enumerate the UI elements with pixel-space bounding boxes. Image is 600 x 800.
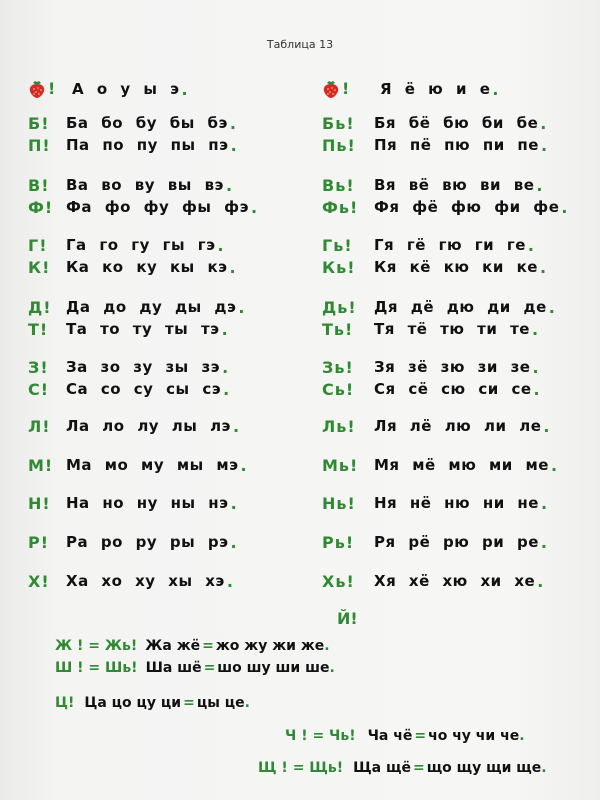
left-row-period: . xyxy=(222,357,229,377)
shch-eq: = xyxy=(412,760,425,776)
right-row xyxy=(322,378,540,400)
left-row-syllables: Да до ду ды дэ xyxy=(66,298,237,316)
shch-syllables-1: Ща щё xyxy=(353,760,411,776)
left-row-mark: Н! xyxy=(28,493,51,513)
right-row-mark: Пь! xyxy=(322,135,356,155)
left-row-mark: Б! xyxy=(28,113,50,133)
right-row-period: . xyxy=(561,197,568,217)
left-row-mark: Г! xyxy=(28,235,48,255)
right-row-syllables: Кя кё кю ки ке xyxy=(374,258,538,276)
left-row xyxy=(28,196,257,218)
ch-mark: Ч ! = Чь! xyxy=(285,728,356,744)
zh-syllables-1: Жа жё xyxy=(145,638,201,654)
right-row xyxy=(322,174,542,196)
yot-mark: Й! xyxy=(337,608,358,628)
right-row xyxy=(322,196,567,218)
right-row-period: . xyxy=(532,357,539,377)
left-row-mark: Л! xyxy=(28,416,51,436)
right-row-mark: Кь! xyxy=(322,257,356,277)
left-row-syllables: На но ну ны нэ xyxy=(66,494,229,512)
strawberry-icon xyxy=(28,79,46,99)
right-row-mark: Нь! xyxy=(322,493,356,513)
right-row-mark: Рь! xyxy=(322,532,355,552)
left-row-mark: Р! xyxy=(28,532,50,552)
right-row xyxy=(322,234,534,256)
left-row-period: . xyxy=(240,455,247,475)
right-row-period: . xyxy=(540,135,548,155)
left-row-syllables: Ма мо му мы мэ xyxy=(66,456,239,474)
right-row-mark: Ть! xyxy=(322,319,354,339)
right-row-syllables: Ся сё сю си се xyxy=(374,380,532,398)
left-row xyxy=(28,356,228,378)
right-row-syllables: Пя пё пю пи пе xyxy=(374,136,539,154)
right-row-syllables: Я ё ю и е xyxy=(380,80,491,98)
right-row xyxy=(322,78,498,100)
left-row-mark: Д! xyxy=(28,297,52,317)
shch-row: Щ ! = Щь! Ща щё = що щу щи ще . xyxy=(258,760,547,776)
left-row-mark: К! xyxy=(28,257,51,277)
left-row xyxy=(28,134,237,156)
right-row-period: . xyxy=(531,319,539,339)
left-row-mark: Т! xyxy=(28,319,49,339)
left-row-period: . xyxy=(250,197,258,217)
right-row xyxy=(322,318,538,340)
left-row xyxy=(28,492,237,514)
right-row-mark: Фь! xyxy=(322,197,359,217)
left-row-syllables: Ла ло лу лы лэ xyxy=(66,417,231,435)
zh-row: Ж ! = Жь! Жа жё = жо жу жи же . xyxy=(55,638,330,654)
left-row xyxy=(28,378,229,400)
right-row xyxy=(322,570,543,592)
right-row-syllables: Дя дё дю ди де xyxy=(374,298,547,316)
left-row-syllables: За зо зу зы зэ xyxy=(66,358,221,376)
left-row-period: . xyxy=(221,319,228,339)
left-row-syllables: Фа фо фу фы фэ xyxy=(66,198,249,216)
left-row-period: . xyxy=(225,175,233,195)
right-row-mark xyxy=(322,79,374,100)
right-row-mark: Дь! xyxy=(322,297,357,317)
left-row-mark: М! xyxy=(28,455,54,475)
ts-syllables-1: Ца цо цу ци xyxy=(84,695,182,711)
zh-mark: Ж ! = Жь! xyxy=(55,638,138,654)
right-row-period: . xyxy=(540,532,547,552)
left-row-syllables: Па по пу пы пэ xyxy=(66,136,229,154)
right-row-mark: Зь! xyxy=(322,357,354,377)
left-row-period: . xyxy=(229,257,236,277)
left-row-mark: Х! xyxy=(28,571,50,591)
right-row-period: . xyxy=(550,455,558,475)
right-row-period: . xyxy=(539,257,547,277)
left-row-period: . xyxy=(230,135,237,155)
right-row xyxy=(322,454,557,476)
zh-eq: = xyxy=(202,638,214,654)
left-row-mark: П! xyxy=(28,135,51,155)
right-row-period: . xyxy=(543,416,550,436)
page-title: Таблица 13 xyxy=(266,38,334,51)
sh-syllables-2: шо шу ши ше xyxy=(217,660,330,676)
left-row-syllables: Ра ро ру ры рэ xyxy=(66,533,229,551)
left-row-syllables: Ха хо ху хы хэ xyxy=(66,572,225,590)
left-row-period: . xyxy=(226,571,233,591)
zh-syllables-2: жо жу жи же xyxy=(215,638,325,654)
sh-eq: = xyxy=(203,660,216,676)
right-row-syllables: Фя фё фю фи фе xyxy=(374,198,560,216)
right-row xyxy=(322,531,547,553)
left-row-mark-text: ! xyxy=(48,78,57,98)
right-row-syllables: Гя гё гю ги ге xyxy=(374,236,526,254)
right-row-syllables: Бя бё бю би бе xyxy=(374,114,539,132)
right-row-period: . xyxy=(527,235,534,255)
left-row-syllables: Та то ту ты тэ xyxy=(66,320,220,338)
right-row-syllables: Мя мё мю ми ме xyxy=(374,456,549,474)
right-row-mark: Хь! xyxy=(322,571,355,591)
right-row xyxy=(322,356,539,378)
left-row-period: . xyxy=(238,297,245,317)
ts-mark: Ц! xyxy=(55,695,75,711)
left-row-period: . xyxy=(230,532,237,552)
left-row-period: . xyxy=(230,493,237,513)
shch-mark: Щ ! = Щь! xyxy=(258,760,344,776)
right-row xyxy=(322,415,549,437)
left-row-period: . xyxy=(223,379,230,399)
right-row-syllables: Хя хё хю хи хе xyxy=(374,572,536,590)
right-row-period: . xyxy=(492,79,499,99)
sh-mark: Ш ! = Шь! xyxy=(55,660,138,676)
left-row-syllables: Га го гу гы гэ xyxy=(66,236,216,254)
ts-eq: = xyxy=(183,695,195,711)
left-row xyxy=(28,318,228,340)
sh-row: Ш ! = Шь! Ша шё = шо шу ши ше . xyxy=(55,660,335,676)
left-row-syllables: А о у ы э xyxy=(72,80,180,98)
right-row-period: . xyxy=(533,379,540,399)
right-row-mark: Сь! xyxy=(322,379,355,399)
shch-syllables-2: що щу щи ще xyxy=(426,760,542,776)
right-row-mark: Гь! xyxy=(322,235,353,255)
left-row-mark: В! xyxy=(28,175,50,195)
ts-row: Ц! Ца цо цу ци = цы це . xyxy=(55,695,250,711)
right-row-mark: Мь! xyxy=(322,455,359,475)
left-row-period: . xyxy=(217,235,224,255)
right-row-period: . xyxy=(537,571,544,591)
strawberry-icon xyxy=(322,79,340,99)
right-row-period: . xyxy=(548,297,555,317)
left-row xyxy=(28,78,188,100)
right-row-period: . xyxy=(540,113,547,133)
left-row-mark: З! xyxy=(28,357,49,377)
left-row-mark: Ф! xyxy=(28,197,54,217)
left-row-syllables: Ва во ву вы вэ xyxy=(66,176,224,194)
right-row-period: . xyxy=(536,175,543,195)
right-row-syllables: Ря рё рю ри ре xyxy=(374,533,539,551)
left-row-mark xyxy=(28,79,66,100)
right-row xyxy=(322,134,547,156)
right-row-mark: Бь! xyxy=(322,113,355,133)
left-row-period: . xyxy=(181,79,188,99)
ts-syllables-2: цы це xyxy=(196,695,245,711)
left-row xyxy=(28,296,244,318)
ch-row: Ч ! = Чь! Ча чё = чо чу чи че . xyxy=(285,728,525,744)
left-row-syllables: Ба бо бу бы бэ xyxy=(66,114,228,132)
right-row-syllables: Ня нё ню ни не xyxy=(374,494,539,512)
left-row xyxy=(28,454,247,476)
left-row xyxy=(28,174,232,196)
right-row-syllables: Ля лё лю ли ле xyxy=(374,417,542,435)
right-row-mark: Ль! xyxy=(322,416,356,436)
left-row xyxy=(28,256,236,278)
left-row-syllables: Ка ко ку кы кэ xyxy=(66,258,228,276)
left-row-period: . xyxy=(229,113,236,133)
right-row xyxy=(322,256,546,278)
right-row-syllables: Зя зё зю зи зе xyxy=(374,358,531,376)
right-row xyxy=(322,296,555,318)
left-row-period: . xyxy=(232,416,240,436)
left-row xyxy=(28,112,236,134)
ch-eq: = xyxy=(414,728,427,744)
ch-syllables-1: Ча чё xyxy=(367,728,413,744)
right-row xyxy=(322,492,547,514)
yot-row xyxy=(337,607,358,629)
sh-syllables-1: Ша шё xyxy=(145,660,202,676)
left-row xyxy=(28,570,233,592)
left-row xyxy=(28,531,237,553)
right-row-mark: Вь! xyxy=(322,175,355,195)
left-row xyxy=(28,234,224,256)
ch-syllables-2: чо чу чи че xyxy=(428,728,520,744)
right-row-period: . xyxy=(540,493,548,513)
right-row xyxy=(322,112,546,134)
right-row-syllables: Вя вё вю ви ве xyxy=(374,176,535,194)
right-row-syllables: Тя тё тю ти те xyxy=(374,320,530,338)
left-row-syllables: Са со су сы сэ xyxy=(66,380,222,398)
right-row-mark-text: ! xyxy=(342,78,351,98)
left-row xyxy=(28,415,239,437)
left-row-mark: С! xyxy=(28,379,50,399)
